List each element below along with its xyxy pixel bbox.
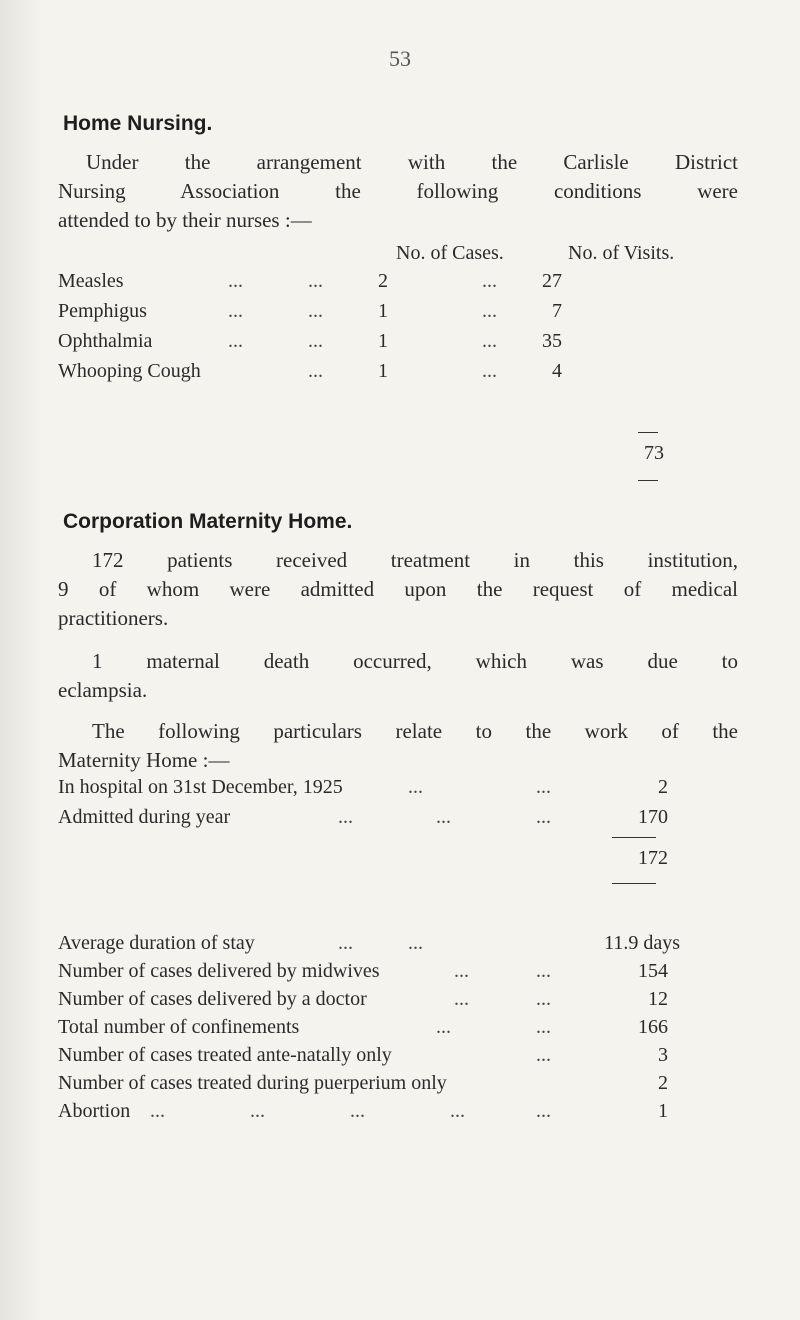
leader-dots: ...	[482, 360, 497, 382]
paragraph-line: eclampsia.	[58, 678, 148, 702]
leader-dots: ...	[338, 932, 353, 954]
table-row	[58, 330, 738, 358]
paragraph-line: 9 of whom were admitted upon the request of medical	[58, 577, 738, 601]
cases-value: 1	[378, 330, 388, 352]
stat-value: 3	[658, 1044, 668, 1066]
stat-row	[58, 960, 748, 988]
leader-dots: ...	[436, 806, 451, 828]
col-header-visits: No. of Visits.	[568, 242, 675, 264]
leader-dots: ...	[536, 776, 551, 798]
stat-row	[58, 1100, 748, 1128]
total-rule-top	[638, 432, 658, 433]
admissions-value: 2	[658, 776, 668, 798]
leader-dots: ...	[250, 1100, 265, 1122]
stat-label: Abortion	[58, 1100, 131, 1122]
stat-label: Total number of confinements	[58, 1016, 300, 1038]
leader-dots: ...	[228, 300, 243, 322]
leader-dots: ...	[536, 988, 551, 1010]
table-row	[58, 270, 738, 298]
leader-dots: ...	[308, 360, 323, 382]
leader-dots: ...	[408, 776, 423, 798]
stat-label: Number of cases treated during puerperium only	[58, 1072, 447, 1094]
stat-label: Number of cases delivered by midwives	[58, 960, 380, 982]
binding-gutter-shadow	[0, 0, 40, 1320]
leader-dots: ...	[454, 988, 469, 1010]
stat-row	[58, 1044, 748, 1072]
admissions-total-rule-bottom	[612, 883, 656, 884]
admissions-row	[58, 776, 738, 804]
condition-name: Pemphigus	[58, 300, 147, 322]
page-number: 53	[389, 46, 411, 71]
leader-dots: ...	[482, 270, 497, 292]
stat-row	[58, 1016, 748, 1044]
visits-value: 4	[552, 360, 562, 382]
leader-dots: ...	[536, 806, 551, 828]
stat-value: 154	[638, 960, 668, 982]
leader-dots: ...	[482, 330, 497, 352]
leader-dots: ...	[150, 1100, 165, 1122]
total-visits: 73	[644, 442, 664, 464]
leader-dots: ...	[436, 1016, 451, 1038]
leader-dots: ...	[536, 1100, 551, 1122]
nursing-table	[58, 270, 738, 390]
intro-line: Under the arrangement with the Carlisle District	[86, 150, 738, 174]
stat-row	[58, 1072, 748, 1100]
paragraph-line: 172 patients received treatment in this institution,	[92, 548, 738, 572]
leader-dots: ...	[454, 960, 469, 982]
stat-label: Average duration of stay	[58, 932, 255, 954]
col-header-cases: No. of Cases.	[396, 242, 504, 264]
total-rule-bottom	[638, 480, 658, 481]
leader-dots: ...	[308, 300, 323, 322]
leader-dots: ...	[536, 1044, 551, 1066]
leader-dots: ...	[308, 330, 323, 352]
maternity-heading: Corporation Maternity Home.	[63, 510, 353, 533]
stat-row	[58, 988, 748, 1016]
leader-dots: ...	[228, 330, 243, 352]
condition-name: Measles	[58, 270, 124, 292]
leader-dots: ...	[536, 960, 551, 982]
table-row	[58, 360, 738, 388]
leader-dots: ...	[450, 1100, 465, 1122]
admissions-total: 172	[638, 847, 668, 869]
stat-value: 11.9 days	[604, 932, 680, 954]
admissions-row	[58, 806, 738, 834]
home-nursing-heading: Home Nursing.	[63, 112, 213, 135]
leader-dots: ...	[408, 932, 423, 954]
visits-value: 7	[552, 300, 562, 322]
leader-dots: ...	[536, 1016, 551, 1038]
condition-name: Whooping Cough	[58, 360, 201, 382]
stat-value: 1	[658, 1100, 668, 1122]
admissions-value: 170	[638, 806, 668, 828]
home-nursing-intro	[58, 148, 738, 235]
maternity-paragraph-3	[58, 717, 738, 775]
visits-value: 35	[542, 330, 562, 352]
leader-dots: ...	[228, 270, 243, 292]
condition-name: Ophthalmia	[58, 330, 153, 352]
paragraph-line: The following particulars relate to the work of the	[92, 719, 738, 743]
paragraph-line: practitioners.	[58, 606, 169, 630]
stat-label: Number of cases treated ante-natally only	[58, 1044, 392, 1066]
admissions-total-rule-top	[612, 837, 656, 838]
stat-value: 166	[638, 1016, 668, 1038]
stat-label: Number of cases delivered by a doctor	[58, 988, 367, 1010]
maternity-stats	[58, 932, 748, 1152]
intro-line: Nursing Association the following conditions were	[58, 179, 738, 203]
intro-line: attended to by their nurses :—	[58, 208, 312, 232]
leader-dots: ...	[350, 1100, 365, 1122]
leader-dots: ...	[338, 806, 353, 828]
visits-value: 27	[542, 270, 562, 292]
table-row	[58, 300, 738, 328]
admissions-label: In hospital on 31st December, 1925	[58, 776, 343, 798]
admissions-label: Admitted during year	[58, 806, 231, 828]
stat-row	[58, 932, 748, 960]
stat-value: 12	[648, 988, 668, 1010]
cases-value: 2	[378, 270, 388, 292]
cases-value: 1	[378, 300, 388, 322]
paragraph-line: Maternity Home :—	[58, 748, 230, 772]
stat-value: 2	[658, 1072, 668, 1094]
maternity-paragraph-2	[58, 647, 738, 705]
leader-dots: ...	[308, 270, 323, 292]
leader-dots: ...	[482, 300, 497, 322]
paragraph-line: 1 maternal death occurred, which was due to	[92, 649, 738, 673]
maternity-paragraph-1	[58, 546, 738, 633]
cases-value: 1	[378, 360, 388, 382]
